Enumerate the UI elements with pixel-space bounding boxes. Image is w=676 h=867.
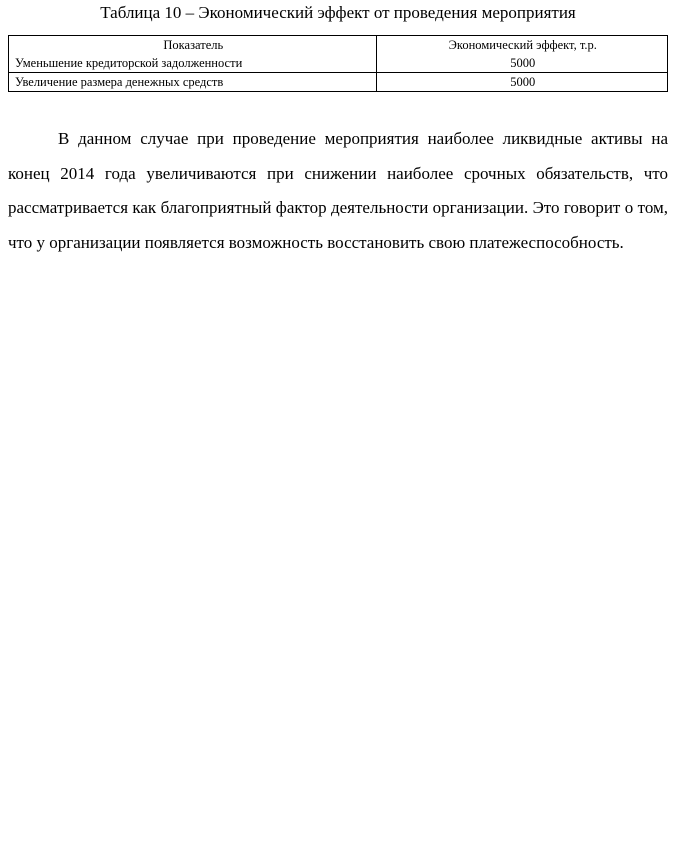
economic-effect-table (8, 35, 668, 92)
header-indicator: Показатель (9, 36, 377, 55)
row-value: 5000 (376, 73, 667, 92)
header-economic-effect: Экономический эффект, т.р. (376, 36, 667, 55)
row-value: 5000 (376, 54, 667, 73)
table-row (9, 73, 668, 92)
table-row (9, 54, 668, 73)
body-paragraph: В данном случае при проведение мероприятия наиболее ликвидные активы на конец 2014 года увеличиваются при снижении наиболее срочных обязательств, что рассматривается как благоприятный фактор деятельности организации. Это говорит о том, что у организации появляется возможность восстановить свою платежеспособность. (8, 129, 668, 252)
row-indicator: Уменьшение кредиторской задолженности (9, 54, 377, 73)
row-indicator: Увеличение размера денежных средств (9, 73, 377, 92)
table-caption: Таблица 10 – Экономический эффект от проведения мероприятия (100, 3, 576, 22)
table-header-row (9, 36, 668, 55)
